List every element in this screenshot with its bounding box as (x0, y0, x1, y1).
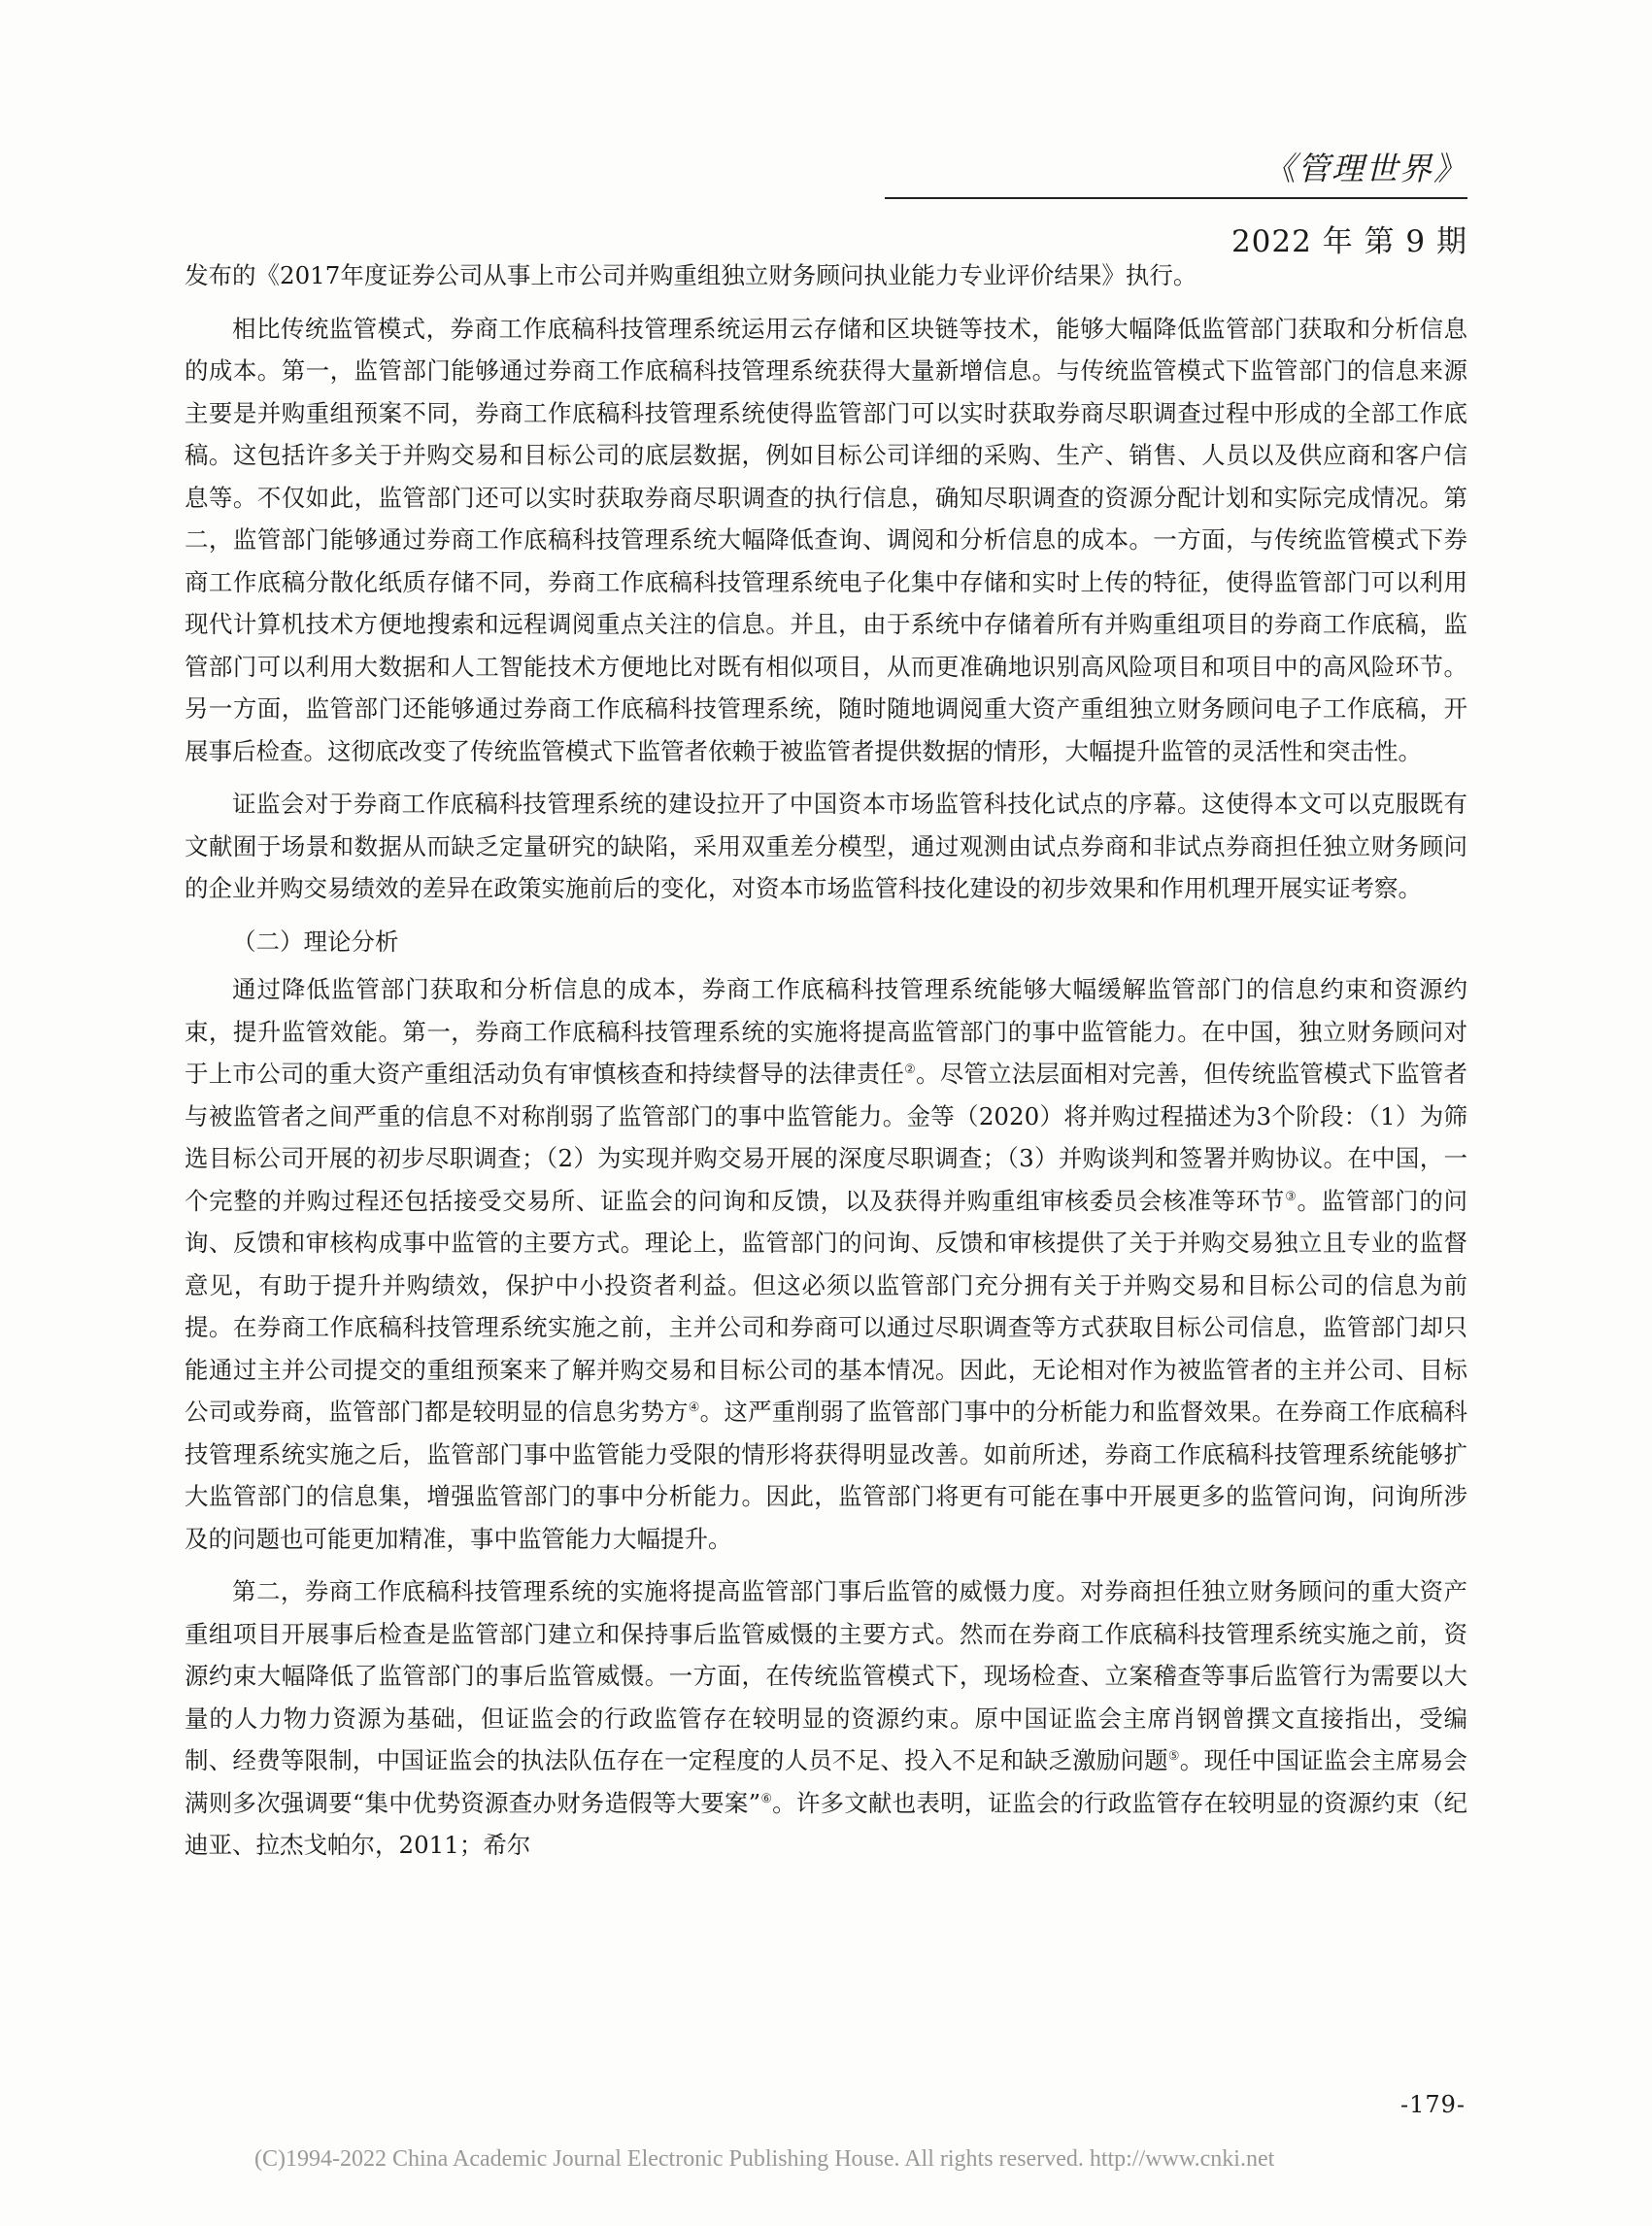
page-number: -179- (1399, 2091, 1466, 2118)
paragraph: 证监会对于券商工作底稿科技管理系统的建设拉开了中国资本市场监管科技化试点的序幕。这使得本文可以克服既有文献囿于场景和数据从而缺乏定量研究的缺陷，采用双重差分模型，通过观测由试点券商和非试点券商担任独立财务顾问的企业并购交易绩效的差异在政策实施前后的变化，对资本市场监管科技化建设的初步效果和作用机理开展实证考察。 (185, 790, 1467, 902)
section-heading: （二）理论分析 (232, 927, 399, 956)
text-run: 。许多文献也表明，证监会的行政监管存在较明显的资源约束（纪迪亚、拉杰戈帕尔，2011；希尔 (185, 1788, 1468, 1859)
footnote-marker[interactable]: ⑥ (760, 1791, 773, 1806)
text-run: 。监管部门的问询、反馈和审核构成事中监管的主要方式。理论上，监管部门的问询、反馈和审核提供了关于并购交易独立且专业的监督意见，有助于提升并购绩效，保护中小投资者利益。但这必须以监管部门充分拥有关于并购交易和目标公司的信息为前提。在券商工作底稿科技管理系统实施之前，主并公司和券商可以通过尽职调查等方式获取目标公司信息，监管部门却只能通过主并公司提交的重组预案来了解并购交易和目标公司的基本情况。因此，无论相对作为被监管者的主并公司、目标公司或券商，监管部门都是较明显的信息劣势方 (185, 1186, 1468, 1426)
paragraph (185, 968, 1467, 1560)
running-header (885, 144, 1467, 260)
footnote-marker[interactable]: ⑤ (1167, 1749, 1180, 1764)
text-run: 。尽管立法层面相对完善，但传统监管模式下监管者与被监管者之间严重的信息不对称削弱了监管部门的事中监管能力。金等（2020）将并购过程描述为3个阶段：（1）为筛选目标公司开展的初步尽职调查；（2）为实现并购交易开展的深度尽职调查；（3）并购谈判和签署并购协议。在中国，一个完整的并购过程还包括接受交易所、证监会的问询和反馈，以及获得并购重组审核委员会核准等环节 (185, 1060, 1467, 1215)
paragraph: 发布的《2017年度证券公司从事上市公司并购重组独立财务顾问执业能力专业评价结果》执行。 (185, 261, 1197, 289)
footnote-marker[interactable]: ④ (688, 1400, 700, 1415)
article-body (185, 254, 1467, 1877)
journal-title: 《管理世界》 (1264, 150, 1467, 187)
copyright-notice: (C)1994-2022 China Academic Journal Electronic Publishing House. All rights reserved. http://www.cnki.net (254, 2146, 1275, 2172)
text-run: 第二，券商工作底稿科技管理系统的实施将提高监管部门事后监管的威慑力度。对券商担任独立财务顾问的重大资产重组项目开展事后检查是监管部门建立和保持事后监管威慑的主要方式。然而在券商工作底稿科技管理系统实施之前，资源约束大幅降低了监管部门的事后监管威慑。一方面，在传统监管模式下，现场检查、立案稽查等事后监管行为需要以大量的人力物力资源为基础，但证监会的行政监管存在较明显的资源约束。原中国证监会主席肖钢曾撰文直接指出，受编制、经费等限制，中国证监会的执法队伍存在一定程度的人员不足、投入不足和缺乏激励问题 (185, 1577, 1467, 1774)
text-run: 。这严重削弱了监管部门事中的分析能力和监督效果。在券商工作底稿科技管理系统实施之后，监管部门事中监管能力受限的情形将获得明显改善。如前所述，券商工作底稿科技管理系统能够扩大监管部门的信息集，增强监管部门的事中分析能力。因此，监管部门将更有可能在事中开展更多的监管问询，问询所涉及的问题也可能更加精准，事中监管能力大幅提升。 (185, 1398, 1467, 1553)
footnote-marker[interactable]: ③ (1285, 1189, 1298, 1204)
header-rule (885, 197, 1467, 199)
footnote-marker[interactable]: ② (904, 1062, 916, 1077)
paragraph (185, 1570, 1467, 1867)
paragraph: 相比传统监管模式，券商工作底稿科技管理系统运用云存储和区块链等技术，能够大幅降低监管部门获取和分析信息的成本。第一，监管部门能够通过券商工作底稿科技管理系统获得大量新增信息。与传统监管模式下监管部门的信息来源主要是并购重组预案不同，券商工作底稿科技管理系统使得监管部门可以实时获取券商尽职调查过程中形成的全部工作底稿。这包括许多关于并购交易和目标公司的底层数据，例如目标公司详细的采购、生产、销售、人员以及供应商和客户信息等。不仅如此，监管部门还可以实时获取券商尽职调查的执行信息，确知尽职调查的资源分配计划和实际完成情况。第二，监管部门能够通过券商工作底稿科技管理系统大幅降低查询、调阅和分析信息的成本。一方面，与传统监管模式下券商工作底稿分散化纸质存储不同，券商工作底稿科技管理系统电子化集中存储和实时上传的特征，使得监管部门可以利用现代计算机技术方便地搜索和远程调阅重点关注的信息。并且，由于系统中存储着所有并购重组项目的券商工作底稿，监管部门可以利用大数据和人工智能技术方便地比对既有相似项目，从而更准确地识别高风险项目和项目中的高风险环节。另一方面，监管部门还能够通过券商工作底稿科技管理系统，随时随地调阅重大资产重组独立财务顾问电子工作底稿，开展事后检查。这彻底改变了传统监管模式下监管者依赖于被监管者提供数据的情形，大幅提升监管的灵活性和突击性。 (185, 314, 1467, 765)
issue-number: 2022 年 第 9 期 (1231, 224, 1467, 259)
text-run: 通过降低监管部门获取和分析信息的成本，券商工作底稿科技管理系统能够大幅缓解监管部门的信息约束和资源约束，提升监管效能。第一，券商工作底稿科技管理系统的实施将提高监管部门的事中监管能力。在中国，独立财务顾问对于上市公司的重大资产重组活动负有审慎核查和持续督导的法律责任 (185, 975, 1467, 1088)
text-run: 。现任中国证监会主席易会满则多次强调要“集中优势资源查办财务造假等大要案” (185, 1746, 1467, 1817)
